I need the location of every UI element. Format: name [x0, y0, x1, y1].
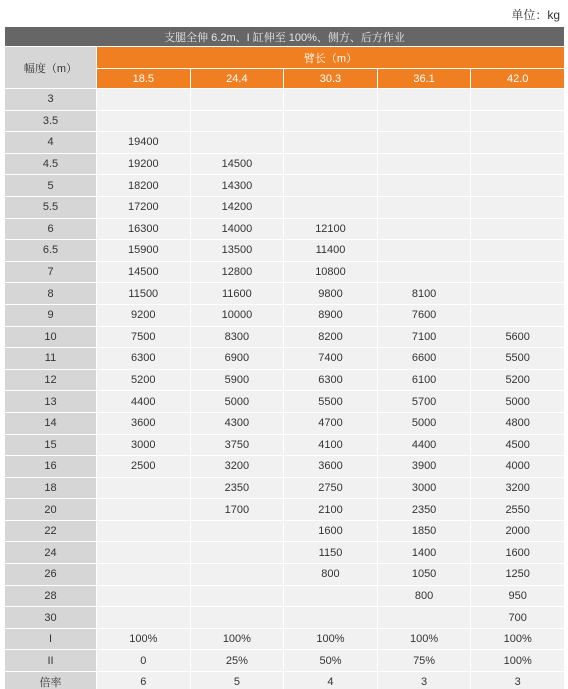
footer-value-cell: 25% [190, 650, 284, 672]
load-value-cell: 18200 [97, 175, 191, 197]
load-value-cell [377, 110, 471, 132]
radius-cell: 6.5 [5, 240, 97, 262]
load-value-cell [471, 175, 565, 197]
load-value-cell [284, 585, 378, 607]
load-value-cell [377, 218, 471, 240]
load-value-cell [284, 110, 378, 132]
load-value-cell: 3000 [97, 434, 191, 456]
load-value-cell [471, 132, 565, 154]
radius-cell: 4.5 [5, 153, 97, 175]
radius-cell: 6 [5, 218, 97, 240]
load-value-cell: 14000 [190, 218, 284, 240]
load-value-cell [97, 564, 191, 586]
radius-cell: 3.5 [5, 110, 97, 132]
load-value-cell: 5600 [471, 326, 565, 348]
radius-cell: 15 [5, 434, 97, 456]
table-row [5, 132, 565, 154]
table-row [5, 89, 565, 111]
boom-length-cell: 30.3 [284, 69, 378, 89]
radius-cell: 13 [5, 391, 97, 413]
load-value-cell: 11400 [284, 240, 378, 262]
load-value-cell: 950 [471, 585, 565, 607]
table-row [5, 391, 565, 413]
radius-cell: 14 [5, 412, 97, 434]
load-value-cell: 7100 [377, 326, 471, 348]
load-value-cell: 1050 [377, 564, 471, 586]
table-row [5, 456, 565, 478]
load-value-cell: 4500 [471, 434, 565, 456]
radius-cell: 18 [5, 477, 97, 499]
load-value-cell: 4000 [471, 456, 565, 478]
load-value-cell: 2350 [377, 499, 471, 521]
load-value-cell: 12100 [284, 218, 378, 240]
load-value-cell: 11600 [190, 283, 284, 305]
load-value-cell [377, 240, 471, 262]
radius-cell: 7 [5, 261, 97, 283]
load-value-cell: 6300 [97, 348, 191, 370]
load-value-cell: 9200 [97, 304, 191, 326]
radius-cell: 3 [5, 89, 97, 111]
load-value-cell: 4400 [97, 391, 191, 413]
load-value-cell [377, 175, 471, 197]
radius-cell: 12 [5, 369, 97, 391]
load-value-cell: 5200 [97, 369, 191, 391]
radius-cell: 22 [5, 520, 97, 542]
table-row [5, 585, 565, 607]
table-row [5, 283, 565, 305]
load-value-cell: 4400 [377, 434, 471, 456]
footer-label-cell: 倍率 [5, 672, 97, 689]
radius-cell: 20 [5, 499, 97, 521]
load-value-cell: 8200 [284, 326, 378, 348]
load-value-cell [471, 110, 565, 132]
load-value-cell: 4300 [190, 412, 284, 434]
load-value-cell [471, 283, 565, 305]
boom-length-header: 臂长（m） [97, 47, 565, 69]
load-value-cell: 3750 [190, 434, 284, 456]
load-value-cell [190, 89, 284, 111]
load-value-cell [284, 196, 378, 218]
load-value-cell: 12800 [190, 261, 284, 283]
load-value-cell: 2550 [471, 499, 565, 521]
footer-value-cell: 3 [377, 672, 471, 689]
boom-length-cell: 18.5 [97, 69, 191, 89]
condition-cell: 支腿全伸 6.2m、I 缸伸至 100%、侧方、后方作业 [5, 27, 565, 47]
radius-cell: 4 [5, 132, 97, 154]
table-row [5, 240, 565, 262]
load-value-cell: 7500 [97, 326, 191, 348]
load-value-cell [377, 261, 471, 283]
table-row [5, 348, 565, 370]
radius-cell: 5 [5, 175, 97, 197]
load-value-cell: 16300 [97, 218, 191, 240]
load-value-cell: 5000 [377, 412, 471, 434]
table-row [5, 520, 565, 542]
radius-cell: 28 [5, 585, 97, 607]
footer-value-cell: 50% [284, 650, 378, 672]
load-value-cell: 14500 [190, 153, 284, 175]
load-value-cell: 700 [471, 607, 565, 629]
load-value-cell: 6600 [377, 348, 471, 370]
radius-cell: 11 [5, 348, 97, 370]
radius-cell: 30 [5, 607, 97, 629]
footer-value-cell: 100% [284, 628, 378, 650]
load-value-cell: 10800 [284, 261, 378, 283]
load-value-cell: 3600 [284, 456, 378, 478]
load-value-cell: 10000 [190, 304, 284, 326]
load-value-cell: 13500 [190, 240, 284, 262]
load-value-cell [190, 542, 284, 564]
load-value-cell [471, 218, 565, 240]
load-value-cell [377, 153, 471, 175]
footer-value-cell: 100% [377, 628, 471, 650]
table-row [5, 175, 565, 197]
load-value-cell: 9800 [284, 283, 378, 305]
table-row [5, 196, 565, 218]
load-value-cell [190, 110, 284, 132]
load-value-cell: 2100 [284, 499, 378, 521]
load-value-cell: 3600 [97, 412, 191, 434]
table-row [5, 499, 565, 521]
footer-value-cell: 0 [97, 650, 191, 672]
load-value-cell [377, 89, 471, 111]
load-value-cell [190, 132, 284, 154]
load-value-cell [377, 196, 471, 218]
load-value-cell: 1150 [284, 542, 378, 564]
load-value-cell: 5900 [190, 369, 284, 391]
load-value-cell: 800 [284, 564, 378, 586]
table-row [5, 110, 565, 132]
load-value-cell: 8100 [377, 283, 471, 305]
load-value-cell: 6900 [190, 348, 284, 370]
load-value-cell: 1400 [377, 542, 471, 564]
radius-header: 幅度（m） [5, 47, 97, 89]
radius-cell: 5.5 [5, 196, 97, 218]
radius-cell: 10 [5, 326, 97, 348]
load-value-cell [471, 89, 565, 111]
load-value-cell [284, 153, 378, 175]
radius-cell: 8 [5, 283, 97, 305]
table-row [5, 261, 565, 283]
load-value-cell: 5000 [190, 391, 284, 413]
load-value-cell [97, 110, 191, 132]
table-row [5, 434, 565, 456]
load-value-cell: 4800 [471, 412, 565, 434]
table-row [5, 304, 565, 326]
load-value-cell [190, 564, 284, 586]
condition-row [5, 27, 565, 47]
load-value-cell: 5000 [471, 391, 565, 413]
table-head [5, 27, 565, 89]
load-value-cell [190, 607, 284, 629]
load-value-cell: 7400 [284, 348, 378, 370]
load-value-cell: 5200 [471, 369, 565, 391]
load-value-cell: 1700 [190, 499, 284, 521]
load-value-cell: 1850 [377, 520, 471, 542]
load-value-cell: 11500 [97, 283, 191, 305]
load-value-cell [471, 196, 565, 218]
table-row [5, 477, 565, 499]
load-value-cell [97, 89, 191, 111]
table-row [5, 326, 565, 348]
footer-value-cell: 5 [190, 672, 284, 689]
load-value-cell: 1250 [471, 564, 565, 586]
load-value-cell: 14200 [190, 196, 284, 218]
load-value-cell [471, 240, 565, 262]
load-value-cell: 4100 [284, 434, 378, 456]
load-value-cell: 3200 [471, 477, 565, 499]
footer-value-cell: 100% [471, 628, 565, 650]
load-value-cell: 8300 [190, 326, 284, 348]
load-value-cell: 14500 [97, 261, 191, 283]
table-row [5, 369, 565, 391]
radius-cell: 16 [5, 456, 97, 478]
footer-value-cell: 6 [97, 672, 191, 689]
load-value-cell [471, 261, 565, 283]
footer-value-cell: 100% [97, 628, 191, 650]
load-value-cell: 3900 [377, 456, 471, 478]
load-value-cell [471, 304, 565, 326]
load-value-cell: 19200 [97, 153, 191, 175]
load-value-cell [377, 132, 471, 154]
load-value-cell: 2500 [97, 456, 191, 478]
footer-row [5, 628, 565, 650]
load-value-cell: 5500 [284, 391, 378, 413]
load-value-cell: 800 [377, 585, 471, 607]
footer-value-cell: 3 [471, 672, 565, 689]
load-value-cell [284, 89, 378, 111]
load-value-cell [97, 477, 191, 499]
load-value-cell [190, 585, 284, 607]
footer-value-cell: 75% [377, 650, 471, 672]
table-row [5, 564, 565, 586]
load-value-cell: 1600 [471, 542, 565, 564]
footer-value-cell: 100% [471, 650, 565, 672]
footer-value-cell: 100% [190, 628, 284, 650]
footer-value-cell: 4 [284, 672, 378, 689]
footer-row [5, 650, 565, 672]
table-row [5, 542, 565, 564]
table-body [5, 89, 565, 689]
load-value-cell [97, 542, 191, 564]
table-row [5, 153, 565, 175]
load-value-cell: 6100 [377, 369, 471, 391]
load-value-cell: 5700 [377, 391, 471, 413]
load-value-cell: 3000 [377, 477, 471, 499]
load-value-cell [97, 607, 191, 629]
load-value-cell [97, 520, 191, 542]
load-value-cell [284, 132, 378, 154]
load-chart-table [4, 26, 565, 689]
unit-label: 单位：kg [511, 8, 560, 22]
load-value-cell: 19400 [97, 132, 191, 154]
load-value-cell [97, 499, 191, 521]
load-value-cell: 17200 [97, 196, 191, 218]
load-value-cell: 4700 [284, 412, 378, 434]
table-row [5, 218, 565, 240]
boom-length-cell: 42.0 [471, 69, 565, 89]
table-row [5, 412, 565, 434]
boom-length-cell: 36.1 [377, 69, 471, 89]
header-row [5, 47, 565, 69]
load-value-cell: 2350 [190, 477, 284, 499]
load-value-cell: 14300 [190, 175, 284, 197]
footer-label-cell: II [5, 650, 97, 672]
footer-label-cell: I [5, 628, 97, 650]
load-value-cell: 5500 [471, 348, 565, 370]
load-value-cell [471, 153, 565, 175]
radius-cell: 24 [5, 542, 97, 564]
footer-row [5, 672, 565, 689]
radius-cell: 9 [5, 304, 97, 326]
table-row [5, 607, 565, 629]
load-value-cell: 2000 [471, 520, 565, 542]
load-value-cell [377, 607, 471, 629]
load-value-cell: 3200 [190, 456, 284, 478]
load-value-cell: 1600 [284, 520, 378, 542]
load-value-cell: 7600 [377, 304, 471, 326]
load-value-cell: 15900 [97, 240, 191, 262]
load-value-cell [284, 607, 378, 629]
load-value-cell [190, 520, 284, 542]
load-value-cell [284, 175, 378, 197]
load-value-cell [97, 585, 191, 607]
boom-length-cell: 24.4 [190, 69, 284, 89]
load-value-cell: 2750 [284, 477, 378, 499]
load-value-cell: 8900 [284, 304, 378, 326]
radius-cell: 26 [5, 564, 97, 586]
load-value-cell: 6300 [284, 369, 378, 391]
